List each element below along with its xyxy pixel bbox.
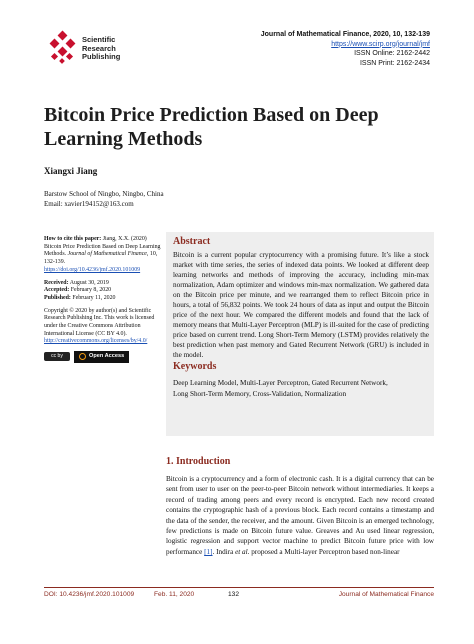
keywords-line: Long Short-Term Memory, Cross-Validation, Normalization: [173, 390, 347, 398]
accepted-date: February 8, 2020: [70, 287, 112, 294]
article-meta-column: [44, 236, 162, 363]
license-badges: [44, 351, 162, 363]
open-access-badge: [74, 351, 129, 363]
author-affiliation: [44, 189, 164, 209]
keywords-list: [173, 378, 431, 400]
keywords-line: Deep Learning Model, Multi-Layer Perceptron, Gated Recurrent Network,: [173, 379, 388, 387]
intro-text: Bitcoin is a cryptocurrency and a form of electronic cash. It is a digital currency that can be sent from user to user on the peer-to-peer Bitcoin network without intermediaries. It keeps a record of trading among peers and every record is encrypted. Each new record created contains the cryptographic hash of a previous block. Each record contains a timestamp and the data of the sender, the receiver, and the amount. Given Bitcoin is an emerged technology, few predictions is made on Bitcoin future value. Greaves and Au used linear regression, logistic regression and support vector machine to predict Bitcoin future price with low performance: [166, 475, 434, 556]
citation-doi-link[interactable]: https://doi.org/10.4236/jmf.2020.101009: [44, 266, 141, 273]
journal-title-line: Journal of Mathematical Finance, 2020, 10, 132-139: [260, 31, 430, 38]
author-name: Xiangxi Jiang: [44, 166, 98, 176]
issn-print: ISSN Print: 2162-2434: [359, 59, 430, 67]
abstract-heading: Abstract: [173, 236, 211, 247]
reference-link[interactable]: [1]: [204, 547, 213, 556]
publisher-name: Scientific Research Publishing: [82, 35, 121, 62]
footer-date: Feb. 11, 2020: [154, 591, 195, 598]
publisher-logo-icon: [45, 30, 81, 66]
author-email: Email: xavier194152@163.com: [44, 200, 134, 208]
received-date: August 30, 2019: [69, 279, 109, 286]
license-link[interactable]: http://creativecommons.org/licenses/by/4.0/: [44, 338, 148, 345]
abstract-body: Bitcoin is a current popular cryptocurrency with a promising future. It’s like a stock market with time series, the series of indexed data points. We looked at different deep learning networks and methods of improving the accuracy, including min-max normalization, Adam optimizer and windows min-max normalization. We gathered data on the Bitcoin price per minute, and we rearranged them to reflect Bitcoin price in hours, a total of 56,832 points. We took 24 hours of data as input and output the Bitcoin price of the next hour. We compared the different models and found that the lack of memory means that Multi-Layer Perceptron (MLP) is ill-suited for the case of predicting price based on current trend. Long Short-Term Memory (LSTM) provides relatively the best prediction when past memory and Gated Recurrent Network (GRU) is included in the model.: [173, 251, 429, 359]
received-label: Received:: [44, 279, 69, 286]
introduction-heading: 1. Introduction: [166, 456, 231, 467]
issn-online: ISSN Online: 2162-2442: [354, 50, 430, 58]
journal-url-link[interactable]: https://www.scirp.org/journal/jmf: [331, 40, 430, 48]
footer-doi: DOI: 10.4236/jmf.2020.101009: [44, 591, 135, 598]
accepted-label: Accepted:: [44, 287, 70, 294]
published-label: Published:: [44, 294, 71, 301]
introduction-body: [166, 474, 434, 557]
published-date: February 11, 2020: [72, 294, 116, 301]
paper-title: Bitcoin Price Prediction Based on Deep Learning Methods: [44, 104, 379, 150]
citation-label: How to cite this paper:: [44, 236, 102, 242]
citation-text: Jiang, X.X. (2020) Bitcoin Price Prediction Based on Deep Learning Methods.: [44, 236, 161, 258]
footer-journal: Journal of Mathematical Finance: [338, 591, 434, 598]
open-access-icon: [79, 353, 86, 360]
citation-pages: 10, 132-139.: [44, 251, 158, 266]
citation-block: [44, 236, 162, 275]
cc-by-badge[interactable]: cc by: [44, 352, 70, 361]
journal-info: [261, 30, 430, 68]
copyright-text: Copyright © 2020 by author(s) and Scientific Research Publishing Inc. This work is licensed under the Creative Commons Attribution International License (CC BY 4.0).: [44, 307, 155, 337]
copyright-block: [44, 308, 162, 347]
affiliation-text: Barstow School of Ningbo, Ningbo, China: [44, 190, 164, 198]
keywords-heading: Keywords: [173, 361, 217, 372]
intro-et-al: et al.: [235, 547, 250, 556]
intro-text: proposed a Multi-layer Perceptron based non-linear: [249, 547, 400, 556]
intro-text: . Indira: [212, 547, 236, 556]
footer-rule: [44, 587, 434, 588]
dates-block: [44, 280, 162, 303]
footer-page-number: 132: [228, 591, 240, 598]
citation-journal: Journal of Mathematical Finance,: [67, 251, 149, 258]
open-access-label: Open Access: [89, 353, 125, 360]
